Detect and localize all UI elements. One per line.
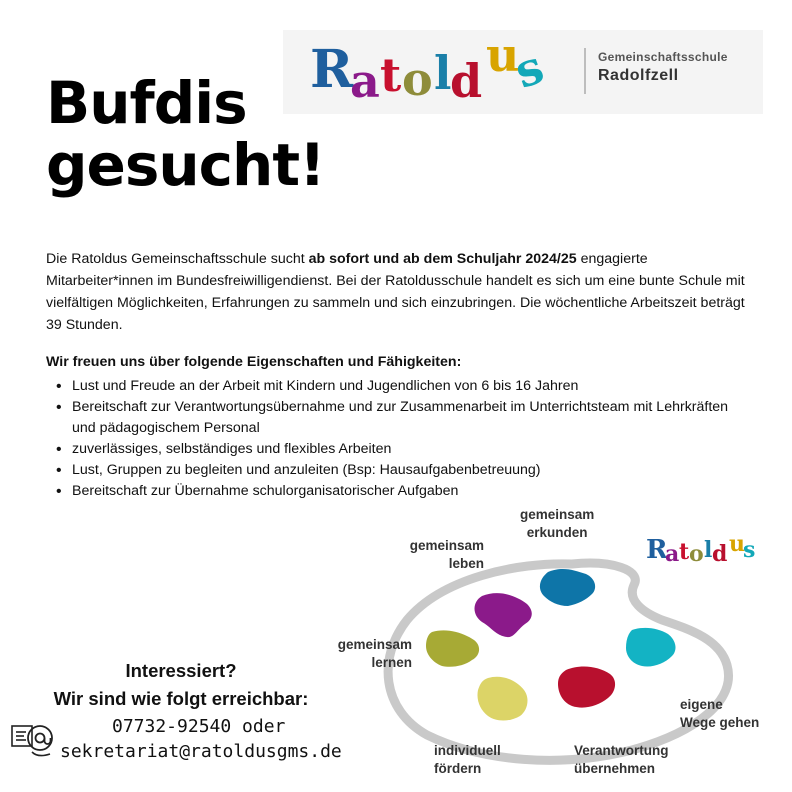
- label-line: gemeinsam: [409, 538, 484, 553]
- contact-subheading: Wir sind wie folgt erreichbar:: [53, 688, 309, 709]
- title-line: Bufdis: [46, 69, 247, 137]
- blue-paint-blob: [540, 569, 595, 606]
- title-line: gesucht!: [46, 131, 325, 199]
- logo-letter: o: [402, 52, 433, 106]
- label-gemeinsam-erkunden: [520, 506, 594, 542]
- label-line: übernehmen: [574, 761, 656, 776]
- intro-highlight: ab sofort und ab dem Schuljahr 2024/25: [308, 251, 577, 267]
- logo-letter: d: [712, 541, 728, 567]
- olive-paint-blob: [426, 630, 479, 666]
- label-line: erkunden: [526, 525, 588, 540]
- contact-heading: Interessiert?: [125, 660, 237, 681]
- label-line: eigene: [680, 697, 723, 712]
- purple-paint-blob: [475, 593, 532, 637]
- logo-letter: l: [434, 46, 452, 100]
- logo-letter: s: [507, 39, 551, 99]
- logo-letter: u: [486, 28, 520, 82]
- intro-text: engagierte Mitarbeiter*innen im Bundesfreiwilligendienst. Bei der Ratoldusschule handelt es sich um eine bunte Schule mit vielfältigen Möglichkeiten, Erfahrungen zu sammeln und sich einzubringen. Die wöchentliche Arbeitszeit beträgt 39 Stunden.: [46, 251, 745, 333]
- requirements-list: [46, 376, 746, 502]
- label-gemeinsam-leben: [400, 537, 484, 573]
- logo-letter: o: [689, 541, 704, 567]
- label-gemeinsam-lernen: [330, 636, 412, 672]
- label-line: gemeinsam: [520, 507, 595, 522]
- label-line: fördern: [434, 761, 482, 776]
- label-line: Verantwortung: [574, 743, 669, 758]
- intro-paragraph: [46, 248, 746, 336]
- label-line: gemeinsam: [337, 637, 412, 652]
- label-line: individuell: [434, 743, 501, 758]
- label-line: leben: [448, 556, 484, 571]
- list-item: • Bereitschaft zur Verantwortungsübernahme und zur Zusammenarbeit im Unterrichtsteam mit Lehrkräften und pädagogischem Personal: [46, 397, 746, 439]
- logo-letter: R: [310, 39, 354, 100]
- red-paint-blob: [558, 667, 615, 708]
- email-at-icon: [10, 716, 56, 760]
- yellow-paint-blob: [477, 677, 527, 721]
- list-item: • zuverlässiges, selbständiges und flexibles Arbeiten: [46, 439, 746, 460]
- logo-letter: d: [450, 54, 483, 108]
- label-eigene-wege: [680, 696, 759, 732]
- logo-letter: l: [704, 537, 713, 563]
- intro-text: Die Ratoldus Gemeinschaftsschule sucht: [46, 251, 309, 267]
- list-item: • Bereitschaft zur Übernahme schulorganisatorischer Aufgaben: [46, 481, 746, 502]
- logo-letter: t: [679, 539, 690, 565]
- list-item: • Lust und Freude an der Arbeit mit Kindern und Jugendlichen von 6 bis 16 Jahren: [46, 376, 746, 397]
- logo-letter: R: [646, 535, 668, 565]
- logo-letter: u: [729, 531, 745, 557]
- requirements-title: Wir freuen uns über folgende Eigenschaften und Fähigkeiten:: [46, 354, 462, 370]
- logo-letter: a: [665, 541, 680, 567]
- phone-number: 07732-92540 oder: [112, 716, 286, 737]
- email-address[interactable]: sekretariat@ratoldusgms.de: [60, 741, 342, 762]
- list-item: • Lust, Gruppen zu begleiten und anzuleiten (Bsp: Hausaufgabenbetreuung): [46, 460, 746, 481]
- label-individuell: [434, 742, 501, 778]
- page-title: [46, 69, 325, 199]
- label-verantwortung: [574, 742, 669, 778]
- cyan-paint-blob: [626, 628, 675, 667]
- logo-letter: a: [350, 54, 380, 108]
- logo-subtitle: Gemeinschaftsschule: [598, 50, 728, 64]
- logo-letter: s: [743, 537, 756, 563]
- logo-letter: t: [380, 48, 402, 102]
- label-line: lernen: [371, 655, 412, 670]
- logo-divider: [584, 48, 586, 94]
- label-line: Wege gehen: [680, 715, 760, 730]
- logo-city: Radolfzell: [598, 67, 679, 84]
